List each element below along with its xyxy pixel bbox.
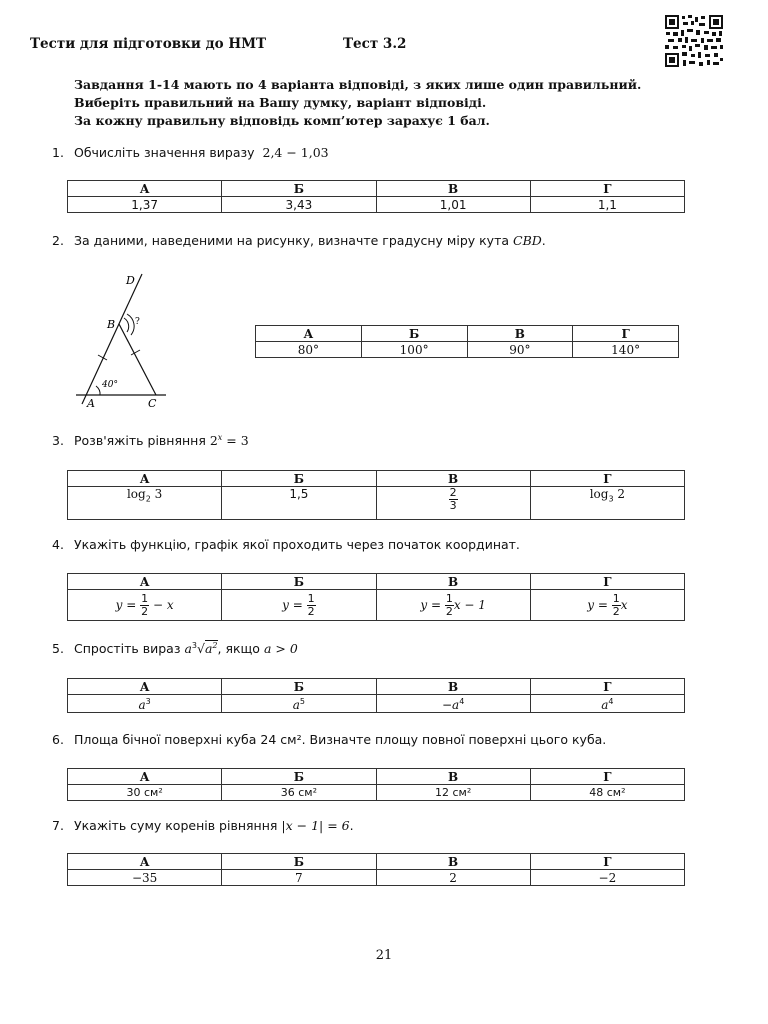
page-number: 21 [375, 948, 393, 963]
answer-cell: $\frac{2}{3}$ [376, 487, 530, 520]
question-1: 1. Обчисліть значення виразу 2,4 − 1,03 [52, 145, 329, 160]
angle-arc [124, 318, 129, 332]
answer-cell: 48 см² [530, 785, 684, 801]
answer-cell: −2 [530, 870, 684, 886]
answer-cell: 90° [467, 342, 573, 358]
answer-cell: 1,37 [68, 197, 222, 213]
answer-cell: 2 [376, 870, 530, 886]
answer-table-3: А Б В Г $\log_2 3$ 1,5 $\frac{2}{3}$ $\log_3 2$ [67, 470, 685, 520]
question-text: Площа бічної поверхні куба 24 см². Визначте площу повної поверхні цього куба. [74, 732, 607, 747]
test-number: Тест 3.2 [343, 36, 407, 52]
page-header-title: Тести для підготовки до НМТ [30, 36, 267, 52]
line-bc [119, 324, 156, 395]
expression: |x − 1| = 6 [281, 818, 350, 833]
instruction-line: Виберіть правильний на Вашу думку, варіант відповіді. [74, 95, 487, 110]
label-c: C [148, 397, 157, 410]
answer-cell: $a^3$ [68, 695, 222, 713]
answer-cell: 7 [222, 870, 376, 886]
answer-table-4: А Б В Г y = $\frac{1}{2}$ − x y = $\frac{1}{2}$ y = $\frac{1}{2}$ x − 1 y = $\frac{1}{2}$ x [67, 573, 685, 621]
question-2: 2. За даними, наведеними на рисунку, визначте градусну міру кута CBD. [52, 233, 546, 248]
answer-cell: 80° [256, 342, 362, 358]
label-a: A [87, 397, 95, 410]
instruction-line: Завдання 1-14 мають по 4 варіанта відповіді, з яких лише один правильний. [74, 77, 642, 92]
triangle-figure [70, 268, 170, 410]
label-40-degrees: 40° [102, 380, 118, 390]
question-text: Обчисліть значення виразу [74, 145, 255, 160]
question-6: 6. Площа бічної поверхні куба 24 см². Визначте площу повної поверхні цього куба. [52, 732, 607, 747]
instructions [74, 76, 641, 130]
question-text: Спростіть вираз [74, 641, 181, 657]
answer-cell: 30 см² [68, 785, 222, 801]
instruction-line: За кожну правильну відповідь комп’ютер зарахує 1 бал. [74, 113, 490, 128]
answer-cell: $a^4$ [530, 695, 684, 713]
answer-cell: −35 [68, 870, 222, 886]
answer-cell: $\log_2 3$ [68, 487, 222, 520]
answer-cell: 3,43 [222, 197, 376, 213]
question-7: 7. Укажіть суму коренів рівняння |x − 1| = 6. [52, 818, 354, 833]
expression: 2,4 − 1,03 [262, 145, 329, 160]
answer-table-6: А Б В Г 30 см² 36 см² 12 см² 48 см² [67, 768, 685, 801]
answer-cell: 1,1 [530, 197, 684, 213]
answer-cell: $a^5$ [222, 695, 376, 713]
answer-table-5: А Б В Г $a^3$ $a^5$ $-a^4$ $a^4$ [67, 678, 685, 713]
question-4: 4. Укажіть функцію, графік якої проходить через початок координат. [52, 537, 520, 552]
question-3: 3. Розв'яжіть рівняння 2$^x$ = 3 [52, 433, 249, 449]
answer-cell: 1,01 [376, 197, 530, 213]
question-text: За даними, наведеними на рисунку, визначте градусну міру кута [74, 233, 510, 248]
answer-cell: y = $\frac{1}{2}$ − x [68, 590, 222, 621]
answer-cell: 140° [573, 342, 679, 358]
angle-arc [96, 386, 100, 395]
answer-cell: $\log_3 2$ [530, 487, 684, 520]
qr-code-icon [664, 14, 724, 68]
question-text: Розв'яжіть рівняння [74, 433, 206, 449]
answer-cell: y = $\frac{1}{2}$ [222, 590, 376, 621]
question-text: Укажіть функцію, графік якої проходить через початок координат. [74, 537, 520, 552]
question-text: Укажіть суму коренів рівняння [74, 818, 278, 833]
answer-table-2: А Б В Г 80° 100° 90° 140° [255, 325, 679, 358]
answer-cell: 12 см² [376, 785, 530, 801]
answer-cell: y = $\frac{1}{2}$ x − 1 [376, 590, 530, 621]
answer-table-7: А Б В Г −35 7 2 −2 [67, 853, 685, 886]
answer-cell: $-a^4$ [376, 695, 530, 713]
answer-cell: 36 см² [222, 785, 376, 801]
label-question: ? [135, 317, 140, 327]
question-5: 5. Спростіть вираз $a^3√a^2$, якщо a > 0 [52, 641, 298, 657]
label-d: D [126, 274, 135, 287]
answer-cell: y = $\frac{1}{2}$ x [530, 590, 684, 621]
answer-cell: 100° [361, 342, 467, 358]
answer-cell: 1,5 [222, 487, 376, 520]
answer-table-1: А Б В Г 1,37 3,43 1,01 1,1 [67, 180, 685, 213]
label-b: B [107, 318, 116, 331]
